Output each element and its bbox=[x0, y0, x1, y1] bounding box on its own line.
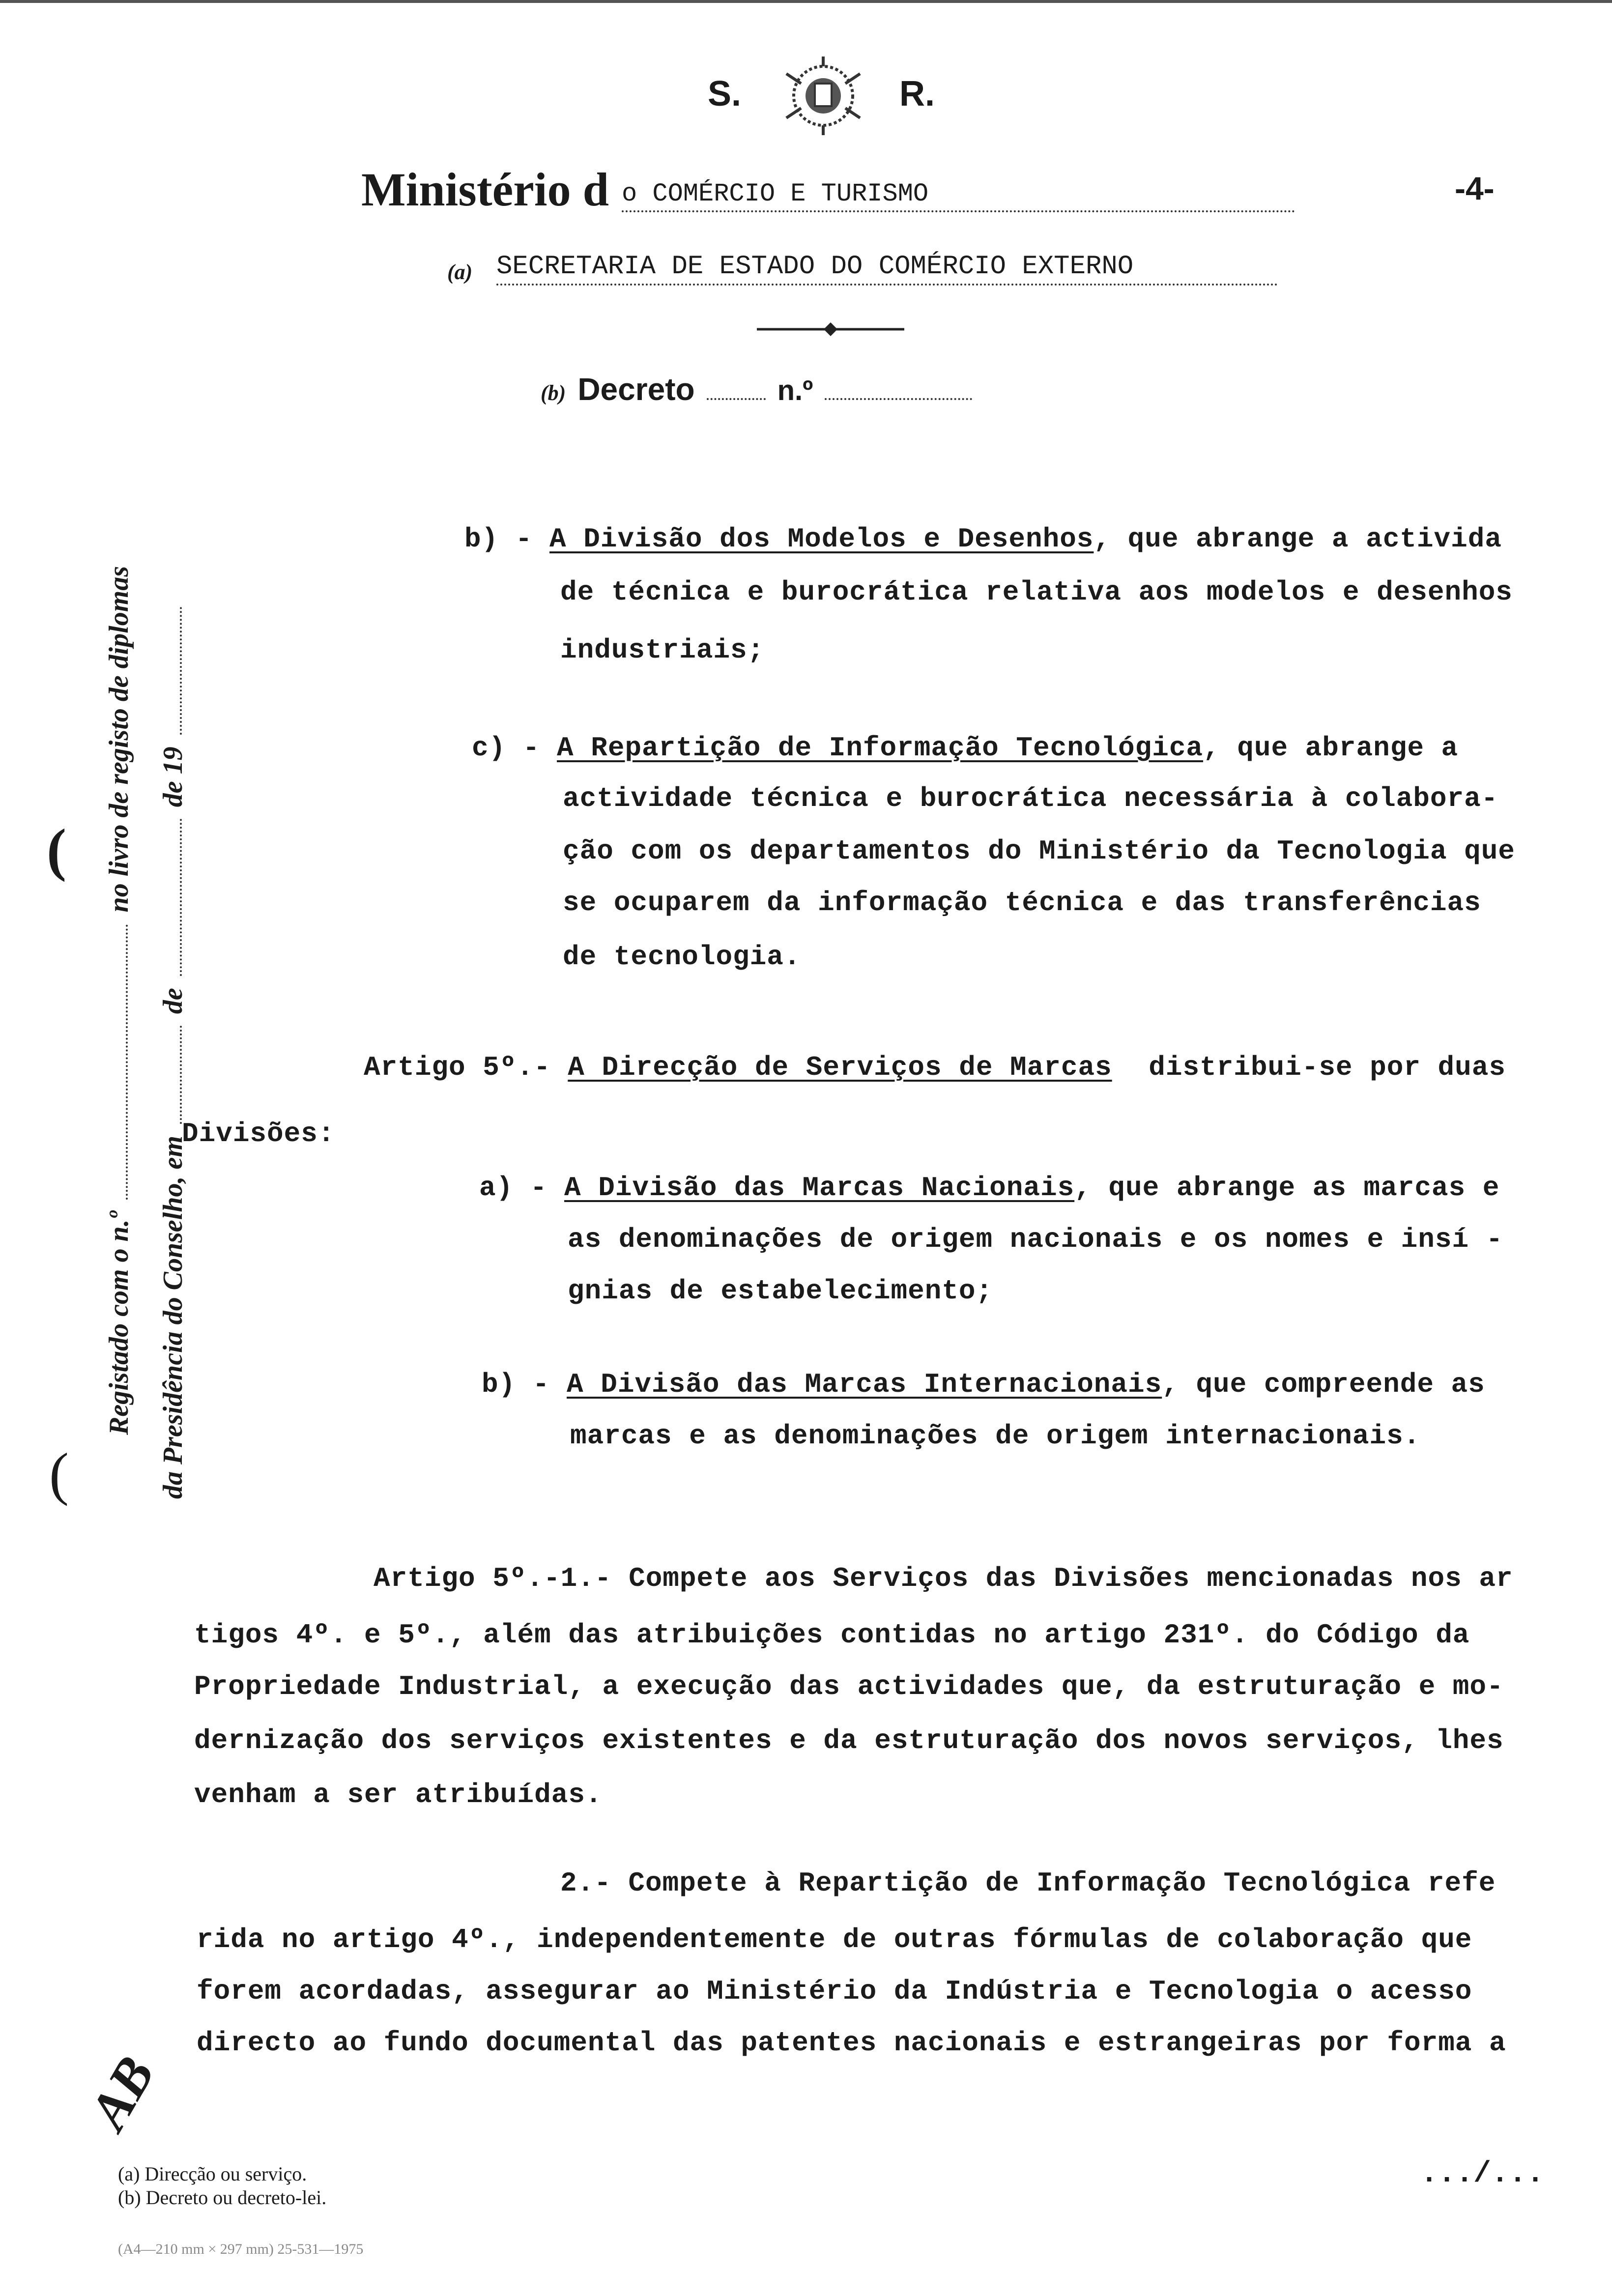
margin-presidencia: da Presidência do Conselho, em bbox=[158, 1136, 188, 1499]
artigo-5-2-line-1: 2.- Compete à Repartição de Informação Tecnológica refe bbox=[560, 1867, 1496, 1899]
decreto-line bbox=[541, 371, 972, 407]
margin-registado-blank bbox=[126, 924, 128, 1200]
artigo-5-line-2: Divisões: bbox=[182, 1118, 335, 1149]
para-b-title: A Divisão dos Modelos e Desenhos bbox=[549, 523, 1094, 555]
margin-month-blank bbox=[180, 819, 182, 976]
para-c-line-1 bbox=[472, 732, 1458, 764]
secretaria-name: SECRETARIA DE ESTADO DO COMÉRCIO EXTERNO bbox=[496, 252, 1278, 286]
footnote-b: (b) Decreto ou decreto-lei. bbox=[118, 2186, 327, 2209]
para-b2-line-2: marcas e as denominações de origem internacionais. bbox=[570, 1420, 1421, 1452]
para-a-rest: , que abrange as marcas e bbox=[1074, 1172, 1500, 1204]
para-b2-line-1 bbox=[482, 1369, 1485, 1400]
artigo-5-1-line-2: tigos 4º. e 5º., além das atribuições contidas no artigo 231º. do Código da bbox=[194, 1619, 1470, 1651]
para-b-line-2: de técnica e burocrática relativa aos modelos e desenhos bbox=[560, 576, 1513, 608]
page-top-border bbox=[0, 0, 1612, 3]
para-a-line-1 bbox=[479, 1172, 1499, 1204]
para-b2-rest: , que compreende as bbox=[1162, 1369, 1485, 1400]
artigo-5-rest: distribui-se por duas bbox=[1149, 1052, 1506, 1083]
artigo-5-2-line-3: forem acordadas, assegurar ao Ministério da Indústria e Tecnologia o acesso bbox=[197, 1976, 1472, 2007]
para-b-line-3: industriais; bbox=[560, 634, 765, 666]
para-b2-marker: b) - bbox=[482, 1369, 550, 1400]
print-code: (A4—210 mm × 297 mm) 25-531—1975 bbox=[118, 2241, 364, 2257]
ornament-divider bbox=[757, 319, 904, 339]
para-c-line-2: actividade técnica e burocrática necessária à colabora- bbox=[563, 783, 1498, 814]
decreto-marker: (b) bbox=[541, 381, 566, 405]
artigo-5-1-line-4: dernização dos serviços existentes e da estruturação dos novos serviços, lhes bbox=[194, 1725, 1504, 1756]
para-c-line-3: ção com os departamentos do Ministério da Tecnologia que bbox=[563, 835, 1515, 867]
margin-livro: no livro de registo de diplomas bbox=[104, 566, 134, 913]
ministry-name: o COMÉRCIO E TURISMO bbox=[622, 179, 1295, 212]
para-b-line-1 bbox=[464, 523, 1502, 555]
artigo-5-prefix: Artigo 5º.- bbox=[364, 1052, 551, 1083]
para-b2-title: A Divisão das Marcas Internacionais bbox=[567, 1369, 1162, 1400]
coat-of-arms-icon bbox=[777, 54, 870, 138]
artigo-5-line-1 bbox=[364, 1052, 1506, 1083]
para-b-rest: , que abrange a activida bbox=[1094, 523, 1502, 555]
margin-parenthesis-bottom: ( bbox=[49, 1441, 69, 1506]
footnote-a: (a) Direcção ou serviço. bbox=[118, 2163, 307, 2185]
margin-year-blank bbox=[180, 607, 182, 735]
para-c-line-4: se ocuparem da informação técnica e das transferências bbox=[563, 887, 1481, 918]
initials-text: AB bbox=[78, 2046, 166, 2139]
margin-de: de bbox=[158, 988, 188, 1014]
artigo-5-1-line-3: Propriedade Industrial, a execução das actividades que, da estruturação e mo- bbox=[194, 1671, 1504, 1702]
para-a-line-2: as denominações de origem nacionais e os nomes e insí - bbox=[568, 1224, 1503, 1255]
para-a-line-3: gnias de estabelecimento; bbox=[568, 1275, 993, 1307]
margin-registado: Registado com o n.º bbox=[104, 1211, 134, 1435]
artigo-5-2-line-2: rida no artigo 4º., independentemente de outras fórmulas de colaboração que bbox=[197, 1924, 1472, 1955]
para-b-marker: b) - bbox=[464, 523, 533, 555]
artigo-5-1-line-1: Artigo 5º.-1.- Compete aos Serviços das Divisões mencionadas nos ar bbox=[374, 1563, 1513, 1594]
margin-year: de 19 bbox=[158, 746, 188, 807]
decreto-number-blank bbox=[707, 398, 766, 400]
artigo-5-title: A Direcção de Serviços de Marcas bbox=[568, 1052, 1112, 1083]
numero-blank bbox=[825, 398, 972, 400]
para-c-title: A Repartição de Informação Tecnológica bbox=[557, 732, 1204, 764]
artigo-5-1-line-5: venham a ser atribuídas. bbox=[194, 1779, 603, 1810]
margin-registration-line-2 bbox=[157, 602, 189, 1499]
para-c-marker: c) - bbox=[472, 732, 540, 764]
para-c-line-5: de tecnologia. bbox=[563, 941, 801, 973]
margin-registration-line-1 bbox=[103, 566, 135, 1435]
para-a-title: A Divisão das Marcas Nacionais bbox=[564, 1172, 1075, 1204]
secretaria-marker: (a) bbox=[447, 260, 473, 284]
decreto-label: Decreto bbox=[577, 372, 695, 407]
page-number: -4- bbox=[1455, 170, 1495, 206]
ministry-prefix: Ministério d bbox=[361, 163, 609, 216]
margin-day-blank bbox=[180, 1026, 182, 1124]
continuation-mark: .../... bbox=[1420, 2157, 1545, 2191]
artigo-5-2-line-4: directo ao fundo documental das patentes nacionais e estrangeiras por forma a bbox=[197, 2027, 1506, 2059]
para-a-marker: a) - bbox=[479, 1172, 547, 1204]
margin-parenthesis-top: ( bbox=[47, 817, 66, 882]
handwritten-initials bbox=[77, 2046, 167, 2140]
header-s-left: S. bbox=[708, 74, 742, 114]
numero-label: n.º bbox=[777, 374, 813, 406]
header-s-right: R. bbox=[899, 74, 935, 114]
para-c-rest: , que abrange a bbox=[1203, 732, 1459, 764]
